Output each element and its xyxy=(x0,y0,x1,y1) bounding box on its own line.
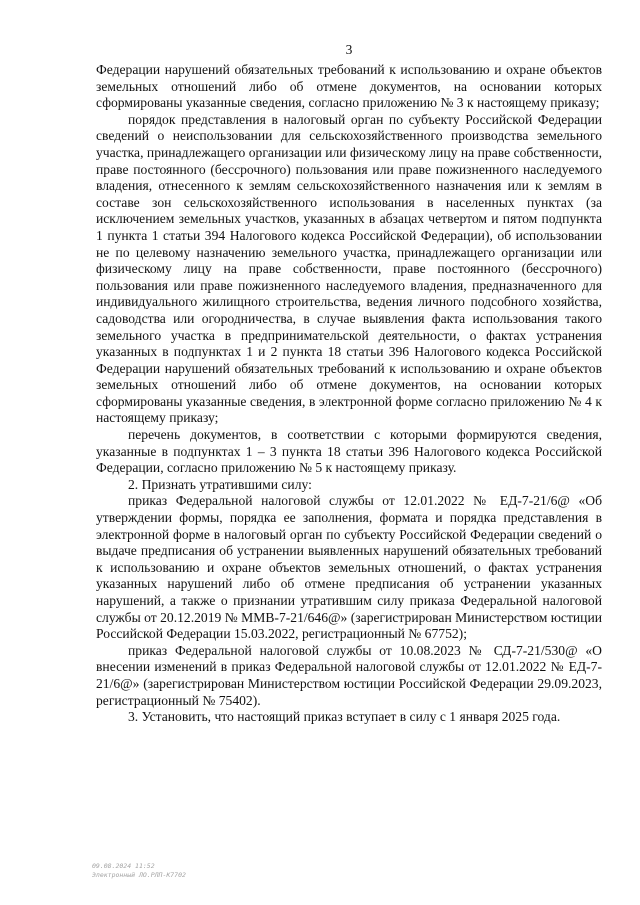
stamp-code: Электронный ЛО.РЛП-К7702 xyxy=(92,870,186,879)
paragraph-procedure: порядок представления в налоговый орган по субъекту Российской Федерации сведений о неиспользовании для сельскохозяйственного производства земельного участка, принадлежащего организации или физическому лицу на праве собственности, праве постоянного (бессрочного) пользования или праве пожизненного наследуемого владения, отнесенного к землям сельскохозяйственного назначения или к землям в составе зон сельскохозяйственного использования в населенных пунктах (за исключением земельных участков, указанных в абзацах четвертом и пятом подпункта 1 пункта 1 статьи 394 Налогового кодекса Российской Федерации), об использовании не по целевому назначению земельного участка, принадлежащего организации или физическому лицу на праве собственности, праве постоянного (бессрочного) пользования или праве пожизненного наследуемого владения, предназначенного для индивидуального жилищного строительства, ведения личного подсобного хозяйства, садоводства или огородничества, в случае выявления факта использования такого земельного участка в предпринимательской деятельности, о фактах устранения указанных в подпунктах 1 и 2 пункта 18 статьи 396 Налогового кодекса Российской Федерации нарушений обязательных требований к использованию и охране объектов земельных отношений либо об отмене документов, на основании которых сформированы указанные сведения, в электронной форме согласно приложению № 4 к настоящему приказу; xyxy=(96,111,602,426)
paragraph-item-3: 3. Установить, что настоящий приказ вступает в силу с 1 января 2025 года. xyxy=(128,709,561,725)
paragraph-order-2022: приказ Федеральной налоговой службы от 12.01.2022 № ЕД-7-21/6@ «Об утверждении формы, порядка ее заполнения, формата и порядка представления в электронной форме в налоговый орган по субъекту Российской Федерации сведений о выдаче предписания об устранении выявленных нарушений обязательных требований к использованию и охране объектов земельных отношений, о фактах устранения указанных нарушений либо об отмене предписания об устранении указанных нарушений, а также о признании утратившим силу приказа Федеральной налоговой службы от 20.12.2019 № ММВ-7-21/646@» (зарегистрирован Министерством юстиции Российской Федерации 15.03.2022, регистрационный № 67752); xyxy=(96,493,602,642)
page-number: 3 xyxy=(345,42,353,57)
paragraph-continuation: Федерации нарушений обязательных требований к использованию и охране объектов земельных отношений либо об отмене документов, на основании которых сформированы указанные сведения, согласно приложению № 3 к настоящему приказу; xyxy=(96,62,602,111)
stamp-date: 09.08.2024 11:52 xyxy=(92,862,155,870)
paragraph-item-2: 2. Признать утратившими силу: xyxy=(128,476,312,492)
paragraph-order-2023: приказ Федеральной налоговой службы от 10.08.2023 № СД-7-21/530@ «О внесении изменений в приказ Федеральной налоговой службы от 12.01.2022 № ЕД-7-21/6@» (зарегистрирован Министерством юстиции Российской Федерации 29.09.2023, регистрационный № 75402). xyxy=(96,642,602,708)
paragraph-documents-list: перечень документов, в соответствии с которыми формируются сведения, указанные в подпунктах 1 – 3 пункта 18 статьи 396 Налогового кодекса Российской Федерации, согласно приложению № 5 к настоящему приказу. xyxy=(96,427,602,476)
electronic-stamp xyxy=(92,862,186,879)
